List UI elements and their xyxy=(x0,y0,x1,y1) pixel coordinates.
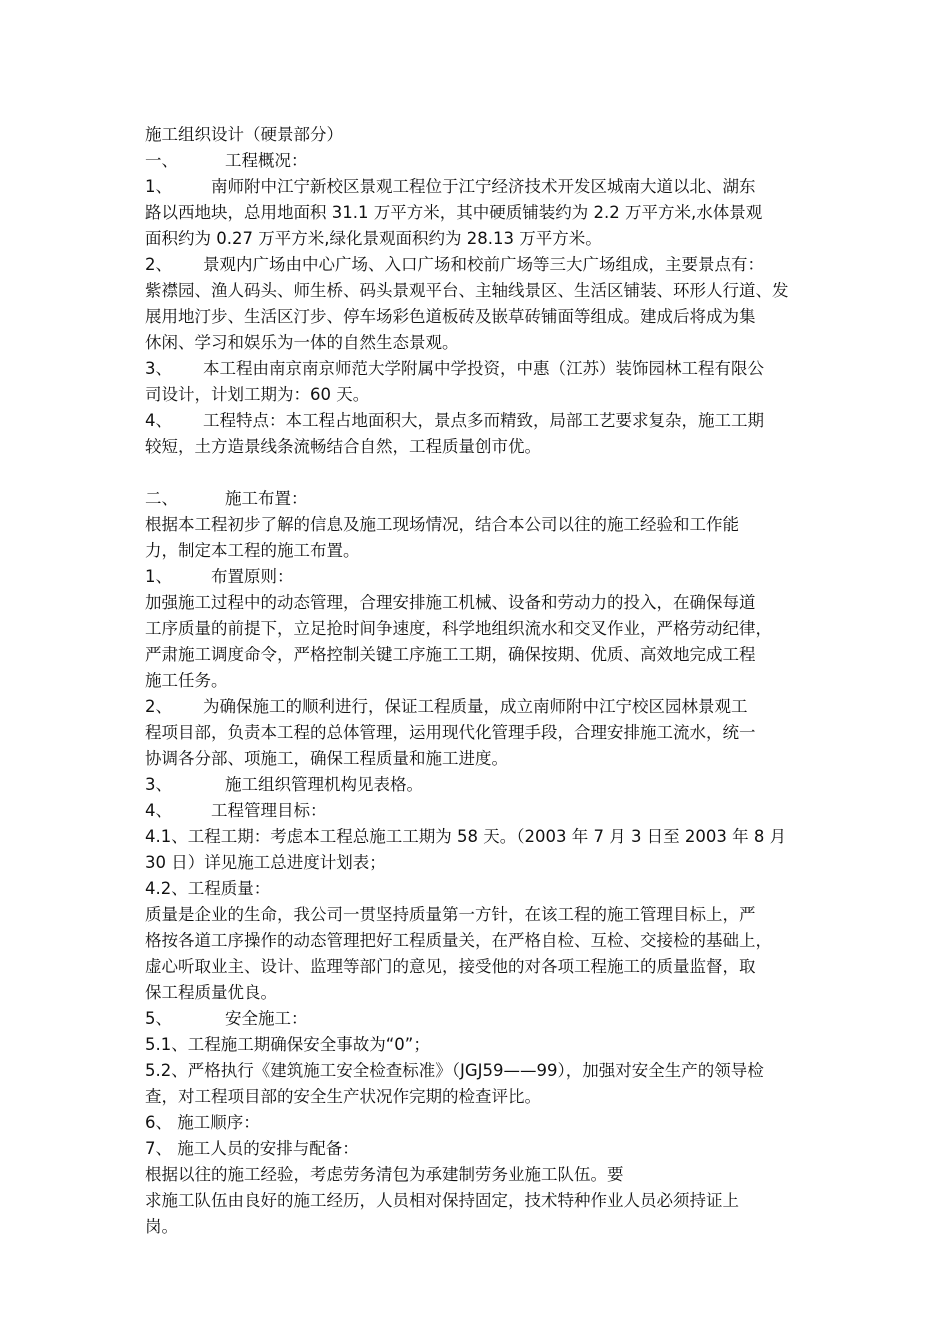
p7-line: 7、 施工人员的安排与配备： xyxy=(145,1139,359,1158)
p7-text-line-3: 岗。 xyxy=(145,1217,178,1236)
text: 本工程由南京南京师范大学附属中学投资，中惠（江苏）装饰园林工程有限公 xyxy=(203,359,764,378)
item-number: 5、 xyxy=(145,1009,172,1028)
s1-item-3-line-2: 司设计，计划工期为：60 天。 xyxy=(145,385,370,404)
item-number: 3、 xyxy=(145,775,172,794)
item-number: 4、 xyxy=(145,411,172,430)
item-title: 工程管理目标： xyxy=(211,801,327,820)
item-number: 3、 xyxy=(145,359,172,378)
s2-intro-line-1: 根据本工程初步了解的信息及施工现场情况，结合本公司以往的施工经验和工作能 xyxy=(145,515,739,534)
p6-line: 6、 施工顺序： xyxy=(145,1113,260,1132)
section-2-heading xyxy=(145,486,815,512)
p1-line-4: 施工任务。 xyxy=(145,671,228,690)
p7-text-line-2: 求施工队伍由良好的施工经历，人员相对保持固定，技术特种作业人员必须持证上 xyxy=(145,1191,739,1210)
p42-line-1: 质量是企业的生命，我公司一贯坚持质量第一方针，在该工程的施工管理目标上，严 xyxy=(145,905,756,924)
s1-item-2-line-3: 展用地汀步、生活区汀步、停车场彩色道板砖及嵌草砖铺面等组成。建成后将成为集 xyxy=(145,307,756,326)
p5-heading xyxy=(145,1006,815,1032)
document-title: 施工组织设计（硬景部分） xyxy=(145,125,343,144)
p51-line: 5.1、工程施工期确保安全事故为“0”； xyxy=(145,1035,430,1054)
document-body xyxy=(145,122,815,1240)
p3-line xyxy=(145,772,815,798)
s1-item-2-line-2: 紫襟园、渔人码头、师生桥、码头景观平台、主轴线景区、生活区铺装、环形人行道、发 xyxy=(145,281,789,300)
p42-line-2: 格按各道工序操作的动态管理把好工程质量关，在严格自检、互检、交接检的基础上， xyxy=(145,931,772,950)
text: 为确保施工的顺利进行，保证工程质量，成立南师附中江宁校区园林景观工 xyxy=(203,697,748,716)
p41-line-2: 30 日）详见施工总进度计划表； xyxy=(145,853,386,872)
s1-item-1-line-3: 面积约为 0.27 万平方米,绿化景观面积约为 28.13 万平方米。 xyxy=(145,229,602,248)
item-number: 1、 xyxy=(145,567,172,586)
p1-line-1: 加强施工过程中的动态管理，合理安排施工机械、设备和劳动力的投入，在确保每道 xyxy=(145,593,756,612)
section-title: 工程概况： xyxy=(225,151,308,170)
section-number: 一、 xyxy=(145,151,178,170)
p1-line-3: 严肃施工调度命令，严格控制关键工序施工工期，确保按期、优质、高效地完成工程 xyxy=(145,645,756,664)
s1-item-4-line-2: 较短，土方造景线条流畅结合自然，工程质量创市优。 xyxy=(145,437,541,456)
item-title: 安全施工： xyxy=(225,1009,308,1028)
item-title: 布置原则： xyxy=(211,567,294,586)
p2-line-1 xyxy=(145,694,815,720)
p4-heading xyxy=(145,798,815,824)
blank-line xyxy=(145,460,815,486)
text: 南师附中江宁新校区景观工程位于江宁经济技术开发区城南大道以北、湖东 xyxy=(211,177,756,196)
p52-line-1: 5.2、严格执行《建筑施工安全检查标准》（JGJ59——99），加强对安全生产的领导检 xyxy=(145,1061,764,1080)
p42-heading: 4.2、工程质量： xyxy=(145,879,271,898)
p1-heading xyxy=(145,564,815,590)
text: 景观内广场由中心广场、入口广场和校前广场等三大广场组成，主要景点有： xyxy=(203,255,764,274)
item-number: 1、 xyxy=(145,177,172,196)
p2-line-2: 程项目部，负责本工程的总体管理，运用现代化管理手段，合理安排施工流水，统一 xyxy=(145,723,756,742)
p52-line-2: 查，对工程项目部的安全生产状况作完期的检查评比。 xyxy=(145,1087,541,1106)
item-number: 2、 xyxy=(145,697,172,716)
item-number: 4、 xyxy=(145,801,172,820)
s1-item-2-line-1 xyxy=(145,252,815,278)
p41-line-1: 4.1、工程工期：考虑本工程总施工工期为 58 天。（2003 年 7 月 3 日至 2003 年 8 月 xyxy=(145,827,787,846)
section-title: 施工布置： xyxy=(225,489,308,508)
section-number: 二、 xyxy=(145,489,178,508)
text: 施工组织管理机构见表格。 xyxy=(225,775,423,794)
s1-item-3-line-1 xyxy=(145,356,815,382)
p42-line-4: 保工程质量优良。 xyxy=(145,983,277,1002)
s2-intro-line-2: 力，制定本工程的施工布置。 xyxy=(145,541,360,560)
s1-item-2-line-4: 休闲、学习和娱乐为一体的自然生态景观。 xyxy=(145,333,459,352)
s1-item-4-line-1 xyxy=(145,408,815,434)
p7-text-line-1: 根据以往的施工经验，考虑劳务清包为承建制劳务业施工队伍。要 xyxy=(145,1165,624,1184)
item-number: 2、 xyxy=(145,255,172,274)
text: 工程特点：本工程占地面积大，景点多而精致，局部工艺要求复杂，施工工期 xyxy=(203,411,764,430)
s1-item-1-line-2: 路以西地块，总用地面积 31.1 万平方米，其中硬质铺装约为 2.2 万平方米,水体景观 xyxy=(145,203,763,222)
p2-line-3: 协调各分部、项施工，确保工程质量和施工进度。 xyxy=(145,749,508,768)
p1-line-2: 工序质量的前提下，立足抢时间争速度，科学地组织流水和交叉作业，严格劳动纪律， xyxy=(145,619,772,638)
s1-item-1-line-1 xyxy=(145,174,815,200)
section-1-heading xyxy=(145,148,815,174)
p42-line-3: 虚心听取业主、设计、监理等部门的意见，接受他的对各项工程施工的质量监督，取 xyxy=(145,957,756,976)
